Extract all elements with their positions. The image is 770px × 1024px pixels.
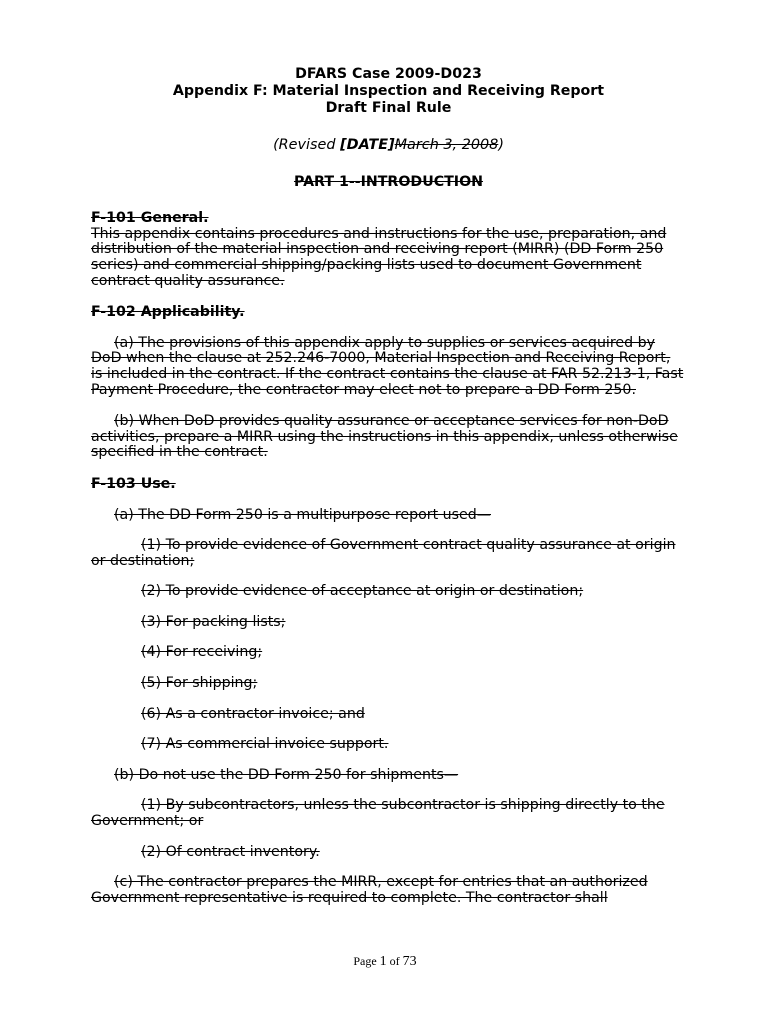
paragraph-f103-a1 (91, 538, 686, 569)
paragraph-f102-b (91, 414, 686, 461)
revised-date: [DATE] (340, 137, 395, 153)
document-header (91, 66, 686, 117)
revision-line (91, 138, 686, 154)
revised-prefix: (Revised (273, 137, 341, 153)
paragraph-text: (c) The contractor prepares the MIRR, except for entries that an authorized Government representative is required to complete. The contractor shall (91, 874, 648, 906)
paragraph-f103-c (91, 875, 686, 906)
paragraph-f103-a4 (91, 645, 686, 661)
paragraph-f103-b1 (91, 798, 686, 829)
paragraph-text: (b) Do not use the DD Form 250 for shipments— (114, 766, 459, 783)
paragraph-f103-a5 (91, 676, 686, 692)
paragraph-text: (7) As commercial invoice support. (141, 736, 389, 753)
paragraph-text: (a) The DD Form 250 is a multipurpose report used— (114, 506, 491, 523)
document-page (91, 66, 686, 906)
of-label: of (386, 954, 403, 968)
rule-status: Draft Final Rule (325, 100, 452, 116)
page-total: 73 (402, 954, 417, 969)
section-f103 (91, 477, 686, 907)
paragraph-f103-a7 (91, 737, 686, 753)
paragraph-text: (2) To provide evidence of acceptance at origin or destination; (141, 583, 584, 600)
paragraph-f103-b (91, 768, 686, 784)
section-body-f101: This appendix contains procedures and instructions for the use, preparation, and distribution of the material inspection and receiving report (MIRR) (DD Form 250 series) and commercial shipping/packing lists used to document Government contract quality assurance. (91, 225, 667, 289)
paragraph-text: (3) For packing lists; (141, 613, 286, 630)
revised-struck-date: March 3, 2008 (394, 137, 499, 153)
paragraph-f103-a (91, 508, 686, 524)
paragraph-f103-a2 (91, 584, 686, 600)
paragraph-f103-a6 (91, 707, 686, 723)
paragraph-text: (1) By subcontractors, unless the subcontractor is shipping directly to the Government; or (91, 797, 665, 830)
paragraph-text: (2) Of contract inventory. (141, 843, 320, 860)
paragraph-text: (5) For shipping; (141, 675, 258, 692)
section-title-f101: F-101 General. (91, 210, 209, 227)
paragraph-text: (6) As a contractor invoice; and (141, 705, 365, 722)
paragraph-text: (1) To provide evidence of Government contract quality assurance at origin or destination; (91, 537, 676, 569)
paragraph-f103-b2 (91, 845, 686, 861)
paragraph-f102-a (91, 336, 686, 398)
paragraph-f103-a3 (91, 615, 686, 631)
paragraph-text: (b) When DoD provides quality assurance or acceptance services for non-DoD activities, prepare a MIRR using the instructions in this appendix, unless otherwise specified in the contract. (91, 413, 678, 461)
paragraph-text: (a) The provisions of this appendix apply to supplies or services acquired by DoD when the clause at 252.246-7000, Material Inspection and Receiving Report, is included in the contract. If the contract contains the clause at FAR 52.213-1, Fast Payment Procedure, the contractor may elect not to prepare a DD Form 250. (91, 334, 684, 398)
appendix-title: Appendix F: Material Inspection and Receiving Report (172, 83, 605, 99)
part-title: PART 1--INTRODUCTION (293, 173, 484, 190)
section-f101 (91, 211, 686, 289)
section-title-f102: F-102 Applicability. (91, 304, 245, 321)
case-number: DFARS Case 2009-D023 (295, 66, 482, 82)
section-f102 (91, 305, 686, 461)
page-label: Page (353, 954, 380, 968)
paragraph-text: (4) For receiving; (141, 644, 263, 661)
section-title-f103: F-103 Use. (91, 475, 176, 492)
page-number: 1 (379, 954, 387, 969)
revised-suffix: ) (498, 137, 504, 153)
page-footer (0, 954, 770, 970)
